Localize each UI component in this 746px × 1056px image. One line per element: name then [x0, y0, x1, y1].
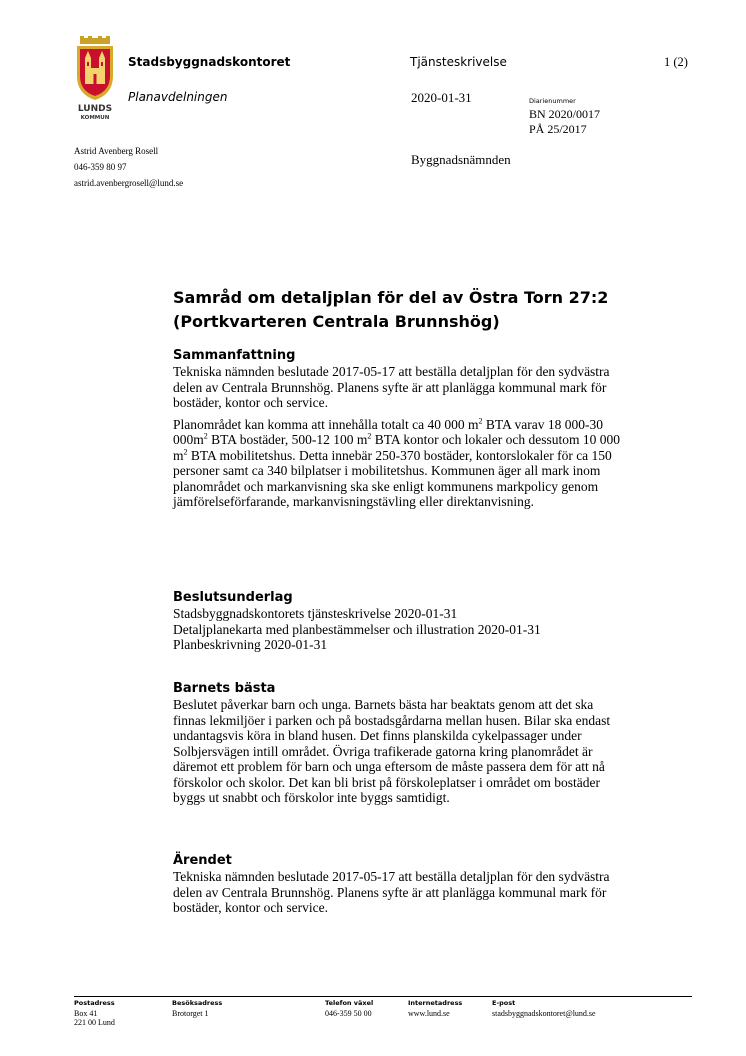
title-line-2: (Portkvarteren Centrala Brunnshög): [173, 312, 500, 331]
diarie-label: Diarienummer: [529, 97, 576, 105]
section-case: [173, 852, 628, 916]
footer-phone-line: 046-359 50 00: [325, 1008, 372, 1018]
summary-paragraph-2: Planområdet kan komma att innehålla totalt ca 40 000 $m^2$ BTA varav 18 000-30 $000m^2$ BTA bostäder, 500-12 100 $m^2$ BTA kontor och lokaler och dessutom 10 000 $m^2$ BTA mobilitetshus. Detta innebär 250-370 bostäder, kontorslokaler för ca 150 personer samt ca 340 bilplatser i mobilitetshus. Kommunen äger all mark inom planområdet och markanvisning ska ske enligt kommunens markpolicy genom jämförelseförfarande, markanvisningstävling eller direktanvisning.: [173, 416, 621, 509]
diarie-number-pa: PÅ 25/2017: [529, 122, 587, 136]
section-child-best-interest: [173, 680, 628, 806]
child-heading: Barnets bästa: [173, 681, 276, 696]
footer-visit-label: Besöksadress: [172, 999, 223, 1007]
title-line-1: Samråd om detaljplan för del av Östra Torn 27:2: [173, 288, 609, 307]
basis-line-3: Planbeskrivning 2020-01-31: [173, 637, 328, 652]
contact-block: [74, 143, 183, 191]
superscript-2: 2: [478, 416, 483, 425]
document-date: 2020-01-31: [411, 90, 472, 105]
contact-email: astrid.avenbergrosell@lund.se: [74, 178, 184, 188]
footer-divider: [74, 996, 692, 997]
contact-name: Astrid Avenberg Rosell: [74, 146, 159, 156]
footer-postal-line: Box 41: [74, 1008, 98, 1018]
summary-heading: Sammanfattning: [173, 348, 296, 363]
footer-web-label: Internetadress: [408, 999, 463, 1007]
footer-postal-line: 221 00 Lund: [74, 1018, 115, 1027]
footer-visit: [172, 999, 222, 1018]
logo-text-kommun: KOMMUN: [80, 115, 110, 121]
diarie-number-bn: BN 2020/0017: [529, 107, 601, 121]
page-number: 1 (2): [664, 55, 688, 69]
department-name: Planavdelningen: [128, 90, 228, 104]
footer-phone: [325, 999, 373, 1018]
superscript-2: 2: [367, 431, 372, 441]
case-paragraph: Tekniska nämnden beslutade 2017-05-17 att beställa detaljplan för den sydvästra delen av Centrala Brunnshög. Planens syfte är att planlägga kommunal mark för bostäder, kontor och service.: [173, 869, 610, 915]
footer-email: [492, 999, 596, 1018]
logo-text-lunds: LUNDS: [77, 104, 113, 114]
section-decision-basis: [173, 589, 628, 653]
organization-name: Stadsbyggnadskontoret: [128, 55, 291, 69]
basis-heading: Beslutsunderlag: [173, 590, 293, 605]
document-title: [173, 286, 643, 334]
footer-email-link[interactable]: stadsbyggnadskontoret@lund.se: [492, 1008, 596, 1018]
recipient: Byggnadsnämnden: [411, 152, 511, 167]
footer-visit-line: Brotorget 1: [172, 1008, 209, 1018]
footer-postal: [74, 999, 115, 1028]
document-type: Tjänsteskrivelse: [410, 55, 507, 69]
basis-line-1: Stadsbyggnadskontorets tjänsteskrivelse 2020-01-31: [173, 606, 458, 621]
lund-coat-of-arms-logo: [74, 36, 116, 122]
basis-line-2: Detaljplanekarta med planbestämmelser och illustration 2020-01-31: [173, 621, 541, 637]
child-paragraph: Beslutet påverkar barn och unga. Barnets bästa har beaktats genom att det ska finnas lekmiljöer i parken och på bostadsgårdarna mellan husen. Bilar ska endast undantagsvis köra in bland husen. Det finns planskilda cykelpassager under Solbjersvägen intill området. Övriga trafikerade gatorna kring planområdet är däremot ett problem för barn och unga eftersom de måste passera dem för att nå förskolor och skolor. Det kan bli brist på förskoleplatser i området om bostäder byggs ut snabbt och förskolor inte byggs samtidigt.: [173, 697, 611, 805]
summary-paragraph-1: Tekniska nämnden beslutade 2017-05-17 att beställa detaljplan för den sydvästra delen av Centrala Brunnshög. Planens syfte är att planlägga kommunal mark för bostäder, kontor och service.: [173, 364, 610, 410]
section-summary: [173, 347, 628, 510]
contact-phone: 046-359 80 97: [74, 162, 127, 172]
superscript-2: 2: [203, 431, 208, 441]
footer-phone-label: Telefon växel: [325, 999, 374, 1007]
footer-email-label: E-post: [492, 999, 516, 1007]
footer-postal-label: Postadress: [74, 999, 115, 1007]
case-heading: Ärendet: [173, 853, 232, 868]
superscript-2: 2: [183, 447, 188, 456]
footer-web-link[interactable]: www.lund.se: [408, 1008, 450, 1018]
footer-web: [408, 999, 462, 1018]
